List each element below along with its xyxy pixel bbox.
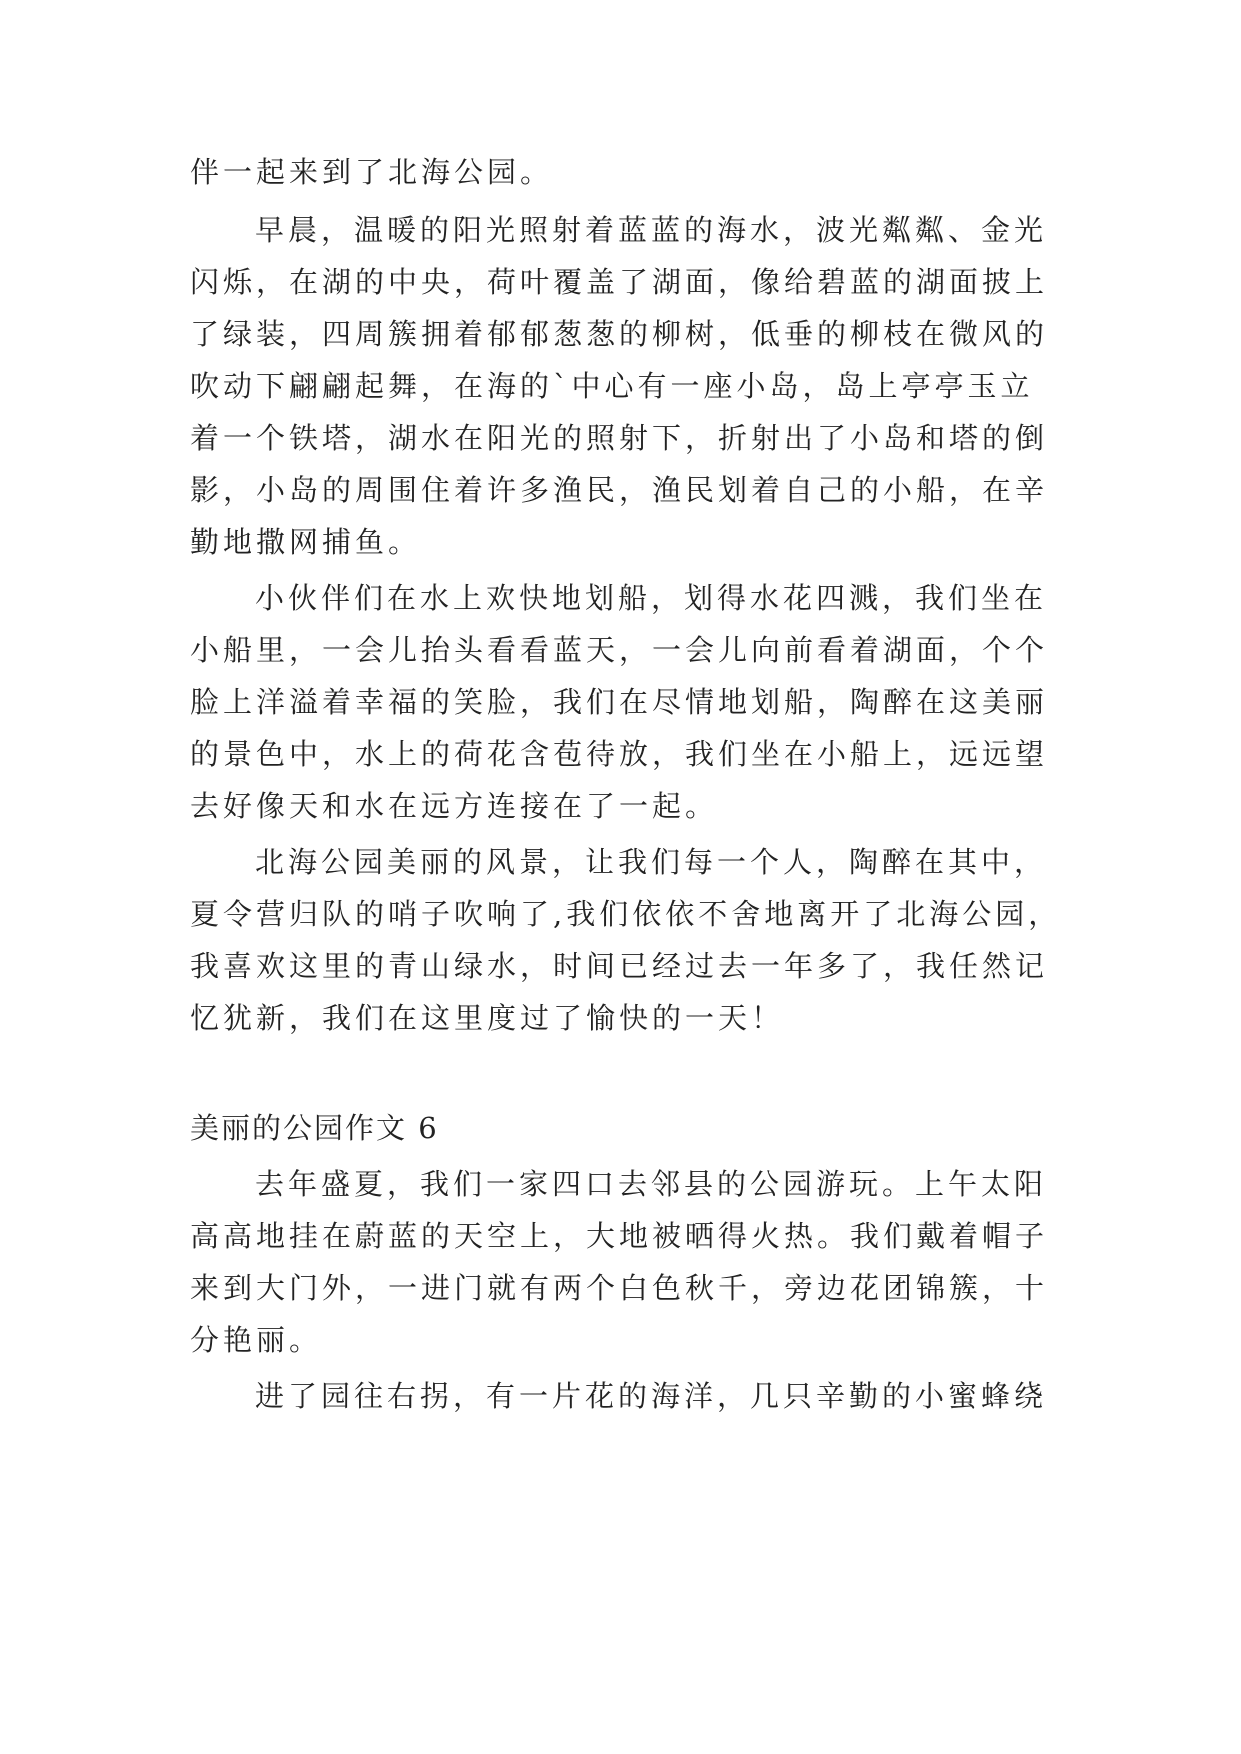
text-line: 去好像天和水在远方连接在了一起。	[190, 789, 719, 823]
text-line: 了绿装，四周簇拥着郁郁葱葱的柳树，低垂的柳枝在微风的	[190, 317, 1049, 351]
text-line: 来到大门外，一进门就有两个白色秋千，旁边花团锦簇，十	[190, 1271, 1049, 1305]
text-line: 伴一起来到了北海公园。	[190, 155, 554, 189]
text-line: 忆犹新，我们在这里度过了愉快的一天！	[190, 1001, 785, 1035]
paragraph-first-line: 进了园往右拐，有一片花的海洋，几只辛勤的小蜜蜂绕	[255, 1379, 1048, 1413]
paragraph-first-line: 北海公园美丽的风景，让我们每一个人，陶醉在其中，	[255, 845, 1048, 879]
paragraph-first-line: 小伙伴们在水上欢快地划船，划得水花四溅，我们坐在	[255, 581, 1048, 615]
text-line: 影，小岛的周围住着许多渔民，渔民划着自己的小船，在辛	[190, 473, 1049, 507]
text-line: 夏令营归队的哨子吹响了,我们依依不舍地离开了北海公园，	[190, 897, 1062, 931]
text-line: 着一个铁塔，湖水在阳光的照射下，折射出了小岛和塔的倒	[190, 421, 1049, 455]
text-line: 吹动下翩翩起舞，在海的`中心有一座小岛，岛上亭亭玉立	[190, 369, 1034, 403]
text-line: 小船里，一会儿抬头看看蓝天，一会儿向前看着湖面，个个	[190, 633, 1049, 667]
paragraph-first-line: 去年盛夏，我们一家四口去邻县的公园游玩。上午太阳	[255, 1167, 1048, 1201]
text-line: 高高地挂在蔚蓝的天空上，大地被晒得火热。我们戴着帽子	[190, 1219, 1049, 1253]
text-line: 勤地撒网捕鱼。	[190, 525, 422, 559]
paragraph-first-line: 早晨，温暖的阳光照射着蓝蓝的海水，波光粼粼、金光	[255, 213, 1048, 247]
text-line: 的景色中，水上的荷花含苞待放，我们坐在小船上，远远望	[190, 737, 1049, 771]
text-line: 闪烁，在湖的中央，荷叶覆盖了湖面，像给碧蓝的湖面披上	[190, 265, 1049, 299]
section-heading: 美丽的公园作文 6	[190, 1111, 439, 1145]
text-line: 我喜欢这里的青山绿水，时间已经过去一年多了，我任然记	[190, 949, 1049, 983]
text-line: 分艳丽。	[190, 1323, 323, 1357]
text-line: 脸上洋溢着幸福的笑脸，我们在尽情地划船，陶醉在这美丽	[190, 685, 1049, 719]
